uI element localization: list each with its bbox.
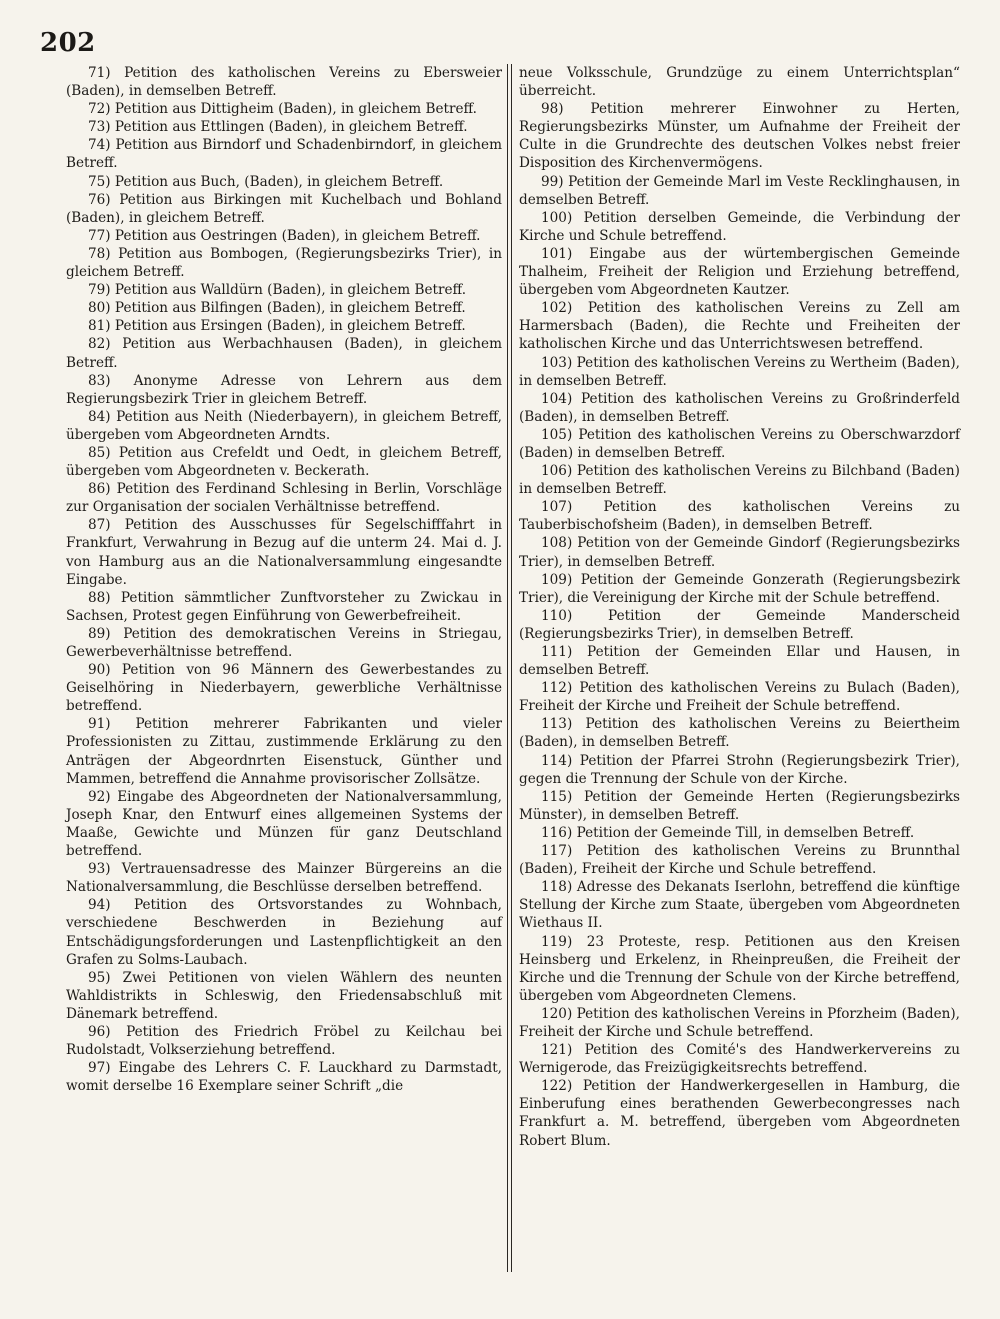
petition-entry: 75) Petition aus Buch, (Baden), in gleichem Betreff. — [88, 173, 444, 190]
right-column — [519, 64, 960, 1150]
petition-entry: 96) Petition des Friedrich Fröbel zu Keilchau bei Rudolstadt, Volkserziehung betreffend. — [66, 1023, 502, 1059]
petition-entry: 92) Eingabe des Abgeordneten der Nationalversammlung, Joseph Knar, den Entwurf eines allgemeinen Systems der Maaße, Gewichte und Münzen für ganz Deutschland betreffend. — [66, 788, 502, 860]
petition-entry: 122) Petition der Handwerkergesellen in Hamburg, die Einberufung eines berathenden Gewerbecongresses nach Frankfurt a. M. betreffend, übergeben vom Abgeordneten Robert Blum. — [519, 1078, 960, 1149]
petition-entry: 112) Petition des katholischen Vereins zu Bulach (Baden), Freiheit der Kirche und Freiheit der Schule betreffend. — [519, 680, 960, 715]
petition-entry: 80) Petition aus Bilfingen (Baden), in gleichem Betreff. — [88, 300, 466, 317]
petition-entry: 101) Eingabe aus der würtembergischen Gemeinde Thalheim, Freiheit der Religion und Erziehung betreffend, übergeben vom Abgeordneten Kautzer. — [519, 245, 960, 299]
petition-entry: 95) Zwei Petitionen von vielen Wählern des neunten Wahldistrikts in Schleswig, den Friedensabschluß mit Dänemark betreffend. — [66, 969, 502, 1022]
petition-entry: 74) Petition aus Birndorf und Schadenbirndorf, in gleichem Betreff. — [66, 137, 502, 172]
page-number: 202 — [40, 28, 96, 58]
column-divider — [507, 64, 508, 1272]
petition-entry: 108) Petition von der Gemeinde Gindorf (Regierungsbezirks Trier), in demselben Betreff. — [519, 535, 960, 570]
petition-entry: 83) Anonyme Adresse von Lehrern aus dem Regierungsbezirk Trier in gleichem Betreff. — [66, 372, 502, 407]
petition-entry: 109) Petition der Gemeinde Gonzerath (Regierungsbezirk Trier), die Vereinigung der Kirche mit der Schule betreffend. — [519, 571, 960, 606]
petition-entry: 73) Petition aus Ettlingen (Baden), in gleichem Betreff. — [88, 119, 468, 136]
petition-entry: 77) Petition aus Oestringen (Baden), in gleichem Betreff. — [88, 227, 481, 244]
petition-entry: 100) Petition derselben Gemeinde, die Verbindung der Kirche und Schule betreffend. — [519, 209, 960, 244]
petition-entry: 89) Petition des demokratischen Vereins in Striegau, Gewerbeverhältnisse betreffend. — [66, 625, 502, 660]
petition-entry: 94) Petition des Ortsvorstandes zu Wohnbach, verschiedene Beschwerden in Beziehung auf Entschädigungsforderungen und Lastenpflichtigkeit an den Grafen zu Solms-Laubach. — [66, 897, 502, 968]
petition-entry: 113) Petition des katholischen Vereins zu Beiertheim (Baden), in demselben Betreff. — [519, 716, 960, 751]
petition-entry: 91) Petition mehrerer Fabrikanten und vieler Professionisten zu Zittau, zustimmende Erklärung zu den Anträgen der Abgeordnrten Eisenstuck, Günther und Mammen, betreffend die Annahme provisorischer Zollsätze. — [66, 716, 502, 787]
petition-entry: 72) Petition aus Dittigheim (Baden), in gleichem Betreff. — [88, 101, 477, 118]
petition-entry: 106) Petition des katholischen Vereins zu Bilchband (Baden) in demselben Betreff. — [519, 463, 960, 498]
petition-entry: 86) Petition des Ferdinand Schlesing in Berlin, Vorschläge zur Organisation der socialen Verhältnisse betreffend. — [66, 481, 502, 516]
petition-entry: 99) Petition der Gemeinde Marl im Veste Recklinghausen, in demselben Betreff. — [519, 173, 960, 208]
petition-entry: 84) Petition aus Neith (Niederbayern), in gleichem Betreff, übergeben vom Abgeordneten Arndts. — [66, 408, 502, 443]
petition-entry: 93) Vertrauensadresse des Mainzer Bürgereins an die Nationalversammlung, die Beschlüsse derselben betreffend. — [66, 861, 502, 896]
petition-entry: 110) Petition der Gemeinde Manderscheid (Regierungsbezirks Trier), in demselben Betreff. — [519, 607, 960, 642]
petition-entry: 111) Petition der Gemeinden Ellar und Hausen, in demselben Betreff. — [519, 644, 960, 679]
petition-entry: 71) Petition des katholischen Vereins zu Ebersweier (Baden), in demselben Betreff. — [66, 65, 502, 100]
petition-entry: 79) Petition aus Walldürn (Baden), in gleichem Betreff. — [88, 282, 467, 299]
petition-entry: 117) Petition des katholischen Vereins zu Brunnthal (Baden), Freiheit der Kirche und Schule betreffend. — [519, 843, 960, 878]
petition-entry: 105) Petition des katholischen Vereins zu Oberschwarzdorf (Baden) in demselben Betreff. — [519, 426, 960, 461]
petition-entry: 97) Eingabe des Lehrers C. F. Lauckhard zu Darmstadt, womit derselbe 16 Exemplare seiner Schrift „die — [66, 1060, 502, 1095]
petition-entry: 107) Petition des katholischen Vereins zu Tauberbischofsheim (Baden), in demselben Betreff. — [519, 499, 960, 534]
left-column — [66, 64, 502, 1095]
petition-entry: 90) Petition von 96 Männern des Gewerbestandes zu Geiselhöring in Niederbayern, gewerbliche Verhältnisse betreffend. — [66, 662, 502, 715]
petition-entry: 81) Petition aus Ersingen (Baden), in gleichem Betreff. — [88, 318, 466, 335]
petition-entry: 115) Petition der Gemeinde Herten (Regierungsbezirks Münster), in demselben Betreff. — [519, 788, 960, 823]
petition-entry: 119) 23 Proteste, resp. Petitionen aus den Kreisen Heinsberg und Erkelenz, in Rheinpreußen, die Freiheit der Kirche und die Trennung der Schule von der Kirche betreffend, übergeben vom Abgeordneten Clemens. — [519, 933, 960, 1004]
petition-entry: 78) Petition aus Bombogen, (Regierungsbezirks Trier), in gleichem Betreff. — [66, 245, 502, 281]
petition-entry: 116) Petition der Gemeinde Till, in demselben Betreff. — [541, 824, 915, 841]
petition-entry: 76) Petition aus Birkingen mit Kuchelbach und Bohland (Baden), in gleichem Betreff. — [66, 191, 502, 226]
petition-entry: 120) Petition des katholischen Vereins in Pforzheim (Baden), Freiheit der Kirche und Schule betreffend. — [519, 1005, 960, 1040]
petition-entry: 98) Petition mehrerer Einwohner zu Herten, Regierungsbezirks Münster, um Aufnahme der Freiheit der Culte in die Grundrechte des deutschen Volkes nebst freier Disposition des Kirchenvermögens. — [519, 101, 960, 172]
column-divider — [511, 64, 512, 1272]
petition-entry-continuation: neue Volksschule, Grundzüge zu einem Unterrichtsplan“ überreicht. — [519, 65, 960, 100]
petition-entry: 103) Petition des katholischen Vereins zu Wertheim (Baden), in demselben Betreff. — [519, 354, 960, 389]
petition-entry: 114) Petition der Pfarrei Strohn (Regierungsbezirk Trier), gegen die Trennung der Schule von der Kirche. — [519, 752, 960, 787]
petition-entry: 88) Petition sämmtlicher Zunftvorsteher zu Zwickau in Sachsen, Protest gegen Einführung von Gewerbefreiheit. — [66, 589, 502, 624]
petition-entry: 104) Petition des katholischen Vereins zu Großrinderfeld (Baden), in demselben Betreff. — [519, 390, 960, 425]
petition-entry: 82) Petition aus Werbachhausen (Baden), in gleichem Betreff. — [66, 336, 502, 371]
petition-entry: 121) Petition des Comité's des Handwerkervereins zu Wernigerode, das Freizügigkeitsrechts betreffend. — [519, 1042, 960, 1077]
petition-entry: 102) Petition des katholischen Vereins zu Zell am Harmersbach (Baden), die Rechte und Freiheiten der katholischen Kirche und das Unterrichtswesen betreffend. — [519, 300, 960, 353]
petition-entry: 85) Petition aus Crefeldt und Oedt, in gleichem Betreff, übergeben vom Abgeordneten v. Beckerath. — [66, 444, 502, 480]
petition-entry: 87) Petition des Ausschusses für Segelschifffahrt in Frankfurt, Verwahrung in Bezug auf die unterm 24. Mai d. J. von Hamburg aus an die Nationalversammlung eingesandte Eingabe. — [66, 517, 502, 588]
petition-entry: 118) Adresse des Dekanats Iserlohn, betreffend die künftige Stellung der Kirche zum Staate, übergeben vom Abgeordneten Wiethaus II. — [519, 879, 960, 932]
